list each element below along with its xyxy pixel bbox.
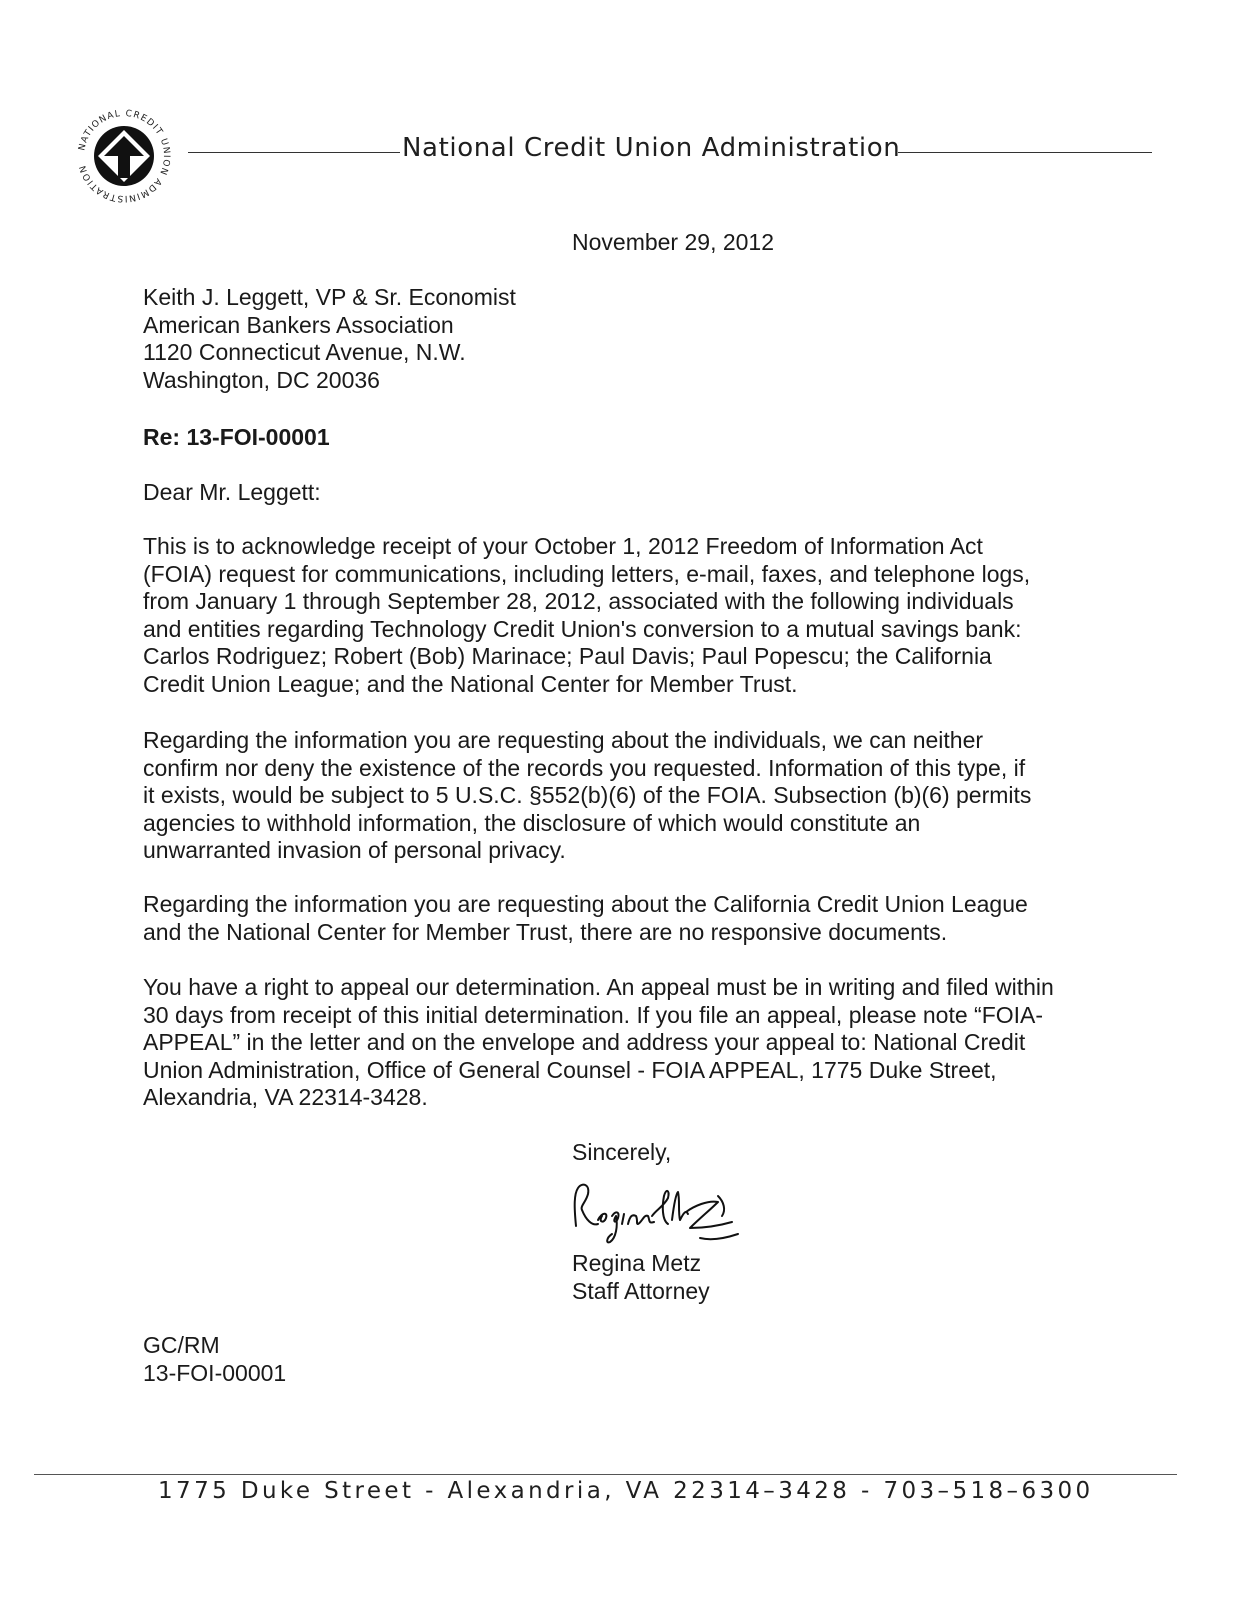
letterhead-rule-right [898,152,1152,153]
paragraph-line: 30 days from receipt of this initial determination. If you file an appeal, please note “FOIA- [143,1001,1044,1028]
letterhead-rule-left [188,152,400,153]
letter-date: November 29, 2012 [572,229,775,255]
signer-title: Staff Attorney [572,1277,710,1304]
reference-initials [143,1332,286,1387]
paragraph-line: from January 1 through September 28, 2012, associated with the following individuals [143,588,1014,614]
initials-line: GC/RM [143,1332,220,1358]
signer-name: Regina Metz [572,1250,702,1276]
ncua-seal-logo [68,100,180,212]
paragraph-line: APPEAL” in the letter and on the envelope and address your appeal to: National Credit [143,1029,1026,1055]
footer-rule [34,1474,1177,1475]
closing: Sincerely, [572,1139,672,1165]
body-paragraph-2 [143,727,1031,865]
paragraph-line: and entities regarding Technology Credit Union's conversion to a mutual savings bank: [143,615,1022,642]
paragraph-line: Regarding the information you are requesting about the California Credit Union League [143,891,1028,917]
agency-name: National Credit Union Administration [402,133,901,163]
address-line: Washington, DC 20036 [143,366,380,393]
paragraph-line: and the National Center for Member Trust, there are no responsive documents. [143,918,948,945]
paragraph-line: confirm nor deny the existence of the records you requested. Information of this type, if [143,754,1026,781]
body-paragraph-3 [143,891,1028,946]
paragraph-line: Alexandria, VA 22314-3428. [143,1084,428,1110]
address-line: American Bankers Association [143,311,454,338]
salutation: Dear Mr. Leggett: [143,479,321,505]
paragraph-line: This is to acknowledge receipt of your October 1, 2012 Freedom of Information Act [143,533,983,559]
svg-text:NATIONAL CREDIT UNION ADMINIST: NATIONAL CREDIT UNION ADMINISTRATION [77,108,172,204]
body-paragraph-4 [143,974,1054,1112]
paragraph-line: Credit Union League; and the National Center for Member Trust. [143,670,798,697]
paragraph-line: Regarding the information you are requesting about the individuals, we can neither [143,727,984,753]
address-line: Keith J. Leggett, VP & Sr. Economist [143,284,516,310]
initials-line: 13-FOI-00001 [143,1359,287,1386]
signer-block [572,1250,710,1305]
paragraph-line: agencies to withhold information, the disclosure of which would constitute an [143,809,921,836]
footer-address: 1775 Duke Street - Alexandria, VA 22314–3428 - 703–518–6300 [158,1478,1094,1504]
body-paragraph-1 [143,533,1030,698]
paragraph-line: Carlos Rodriguez; Robert (Bob) Marinace; Paul Davis; Paul Popescu; the California [143,643,992,669]
handwritten-signature [568,1176,748,1256]
reference-line: Re: 13-FOI-00001 [143,424,330,450]
paragraph-line: (FOIA) request for communications, including letters, e-mail, faxes, and telephone logs, [143,560,1031,587]
recipient-address [143,284,516,394]
address-line: 1120 Connecticut Avenue, N.W. [143,339,466,365]
paragraph-line: it exists, would be subject to 5 U.S.C. §552(b)(6) of the FOIA. Subsection (b)(6) permits [143,782,1032,808]
paragraph-line: unwarranted invasion of personal privacy. [143,837,566,863]
paragraph-line: You have a right to appeal our determination. An appeal must be in writing and filed within [143,974,1054,1000]
paragraph-line: Union Administration, Office of General Counsel - FOIA APPEAL, 1775 Duke Street, [143,1056,997,1083]
